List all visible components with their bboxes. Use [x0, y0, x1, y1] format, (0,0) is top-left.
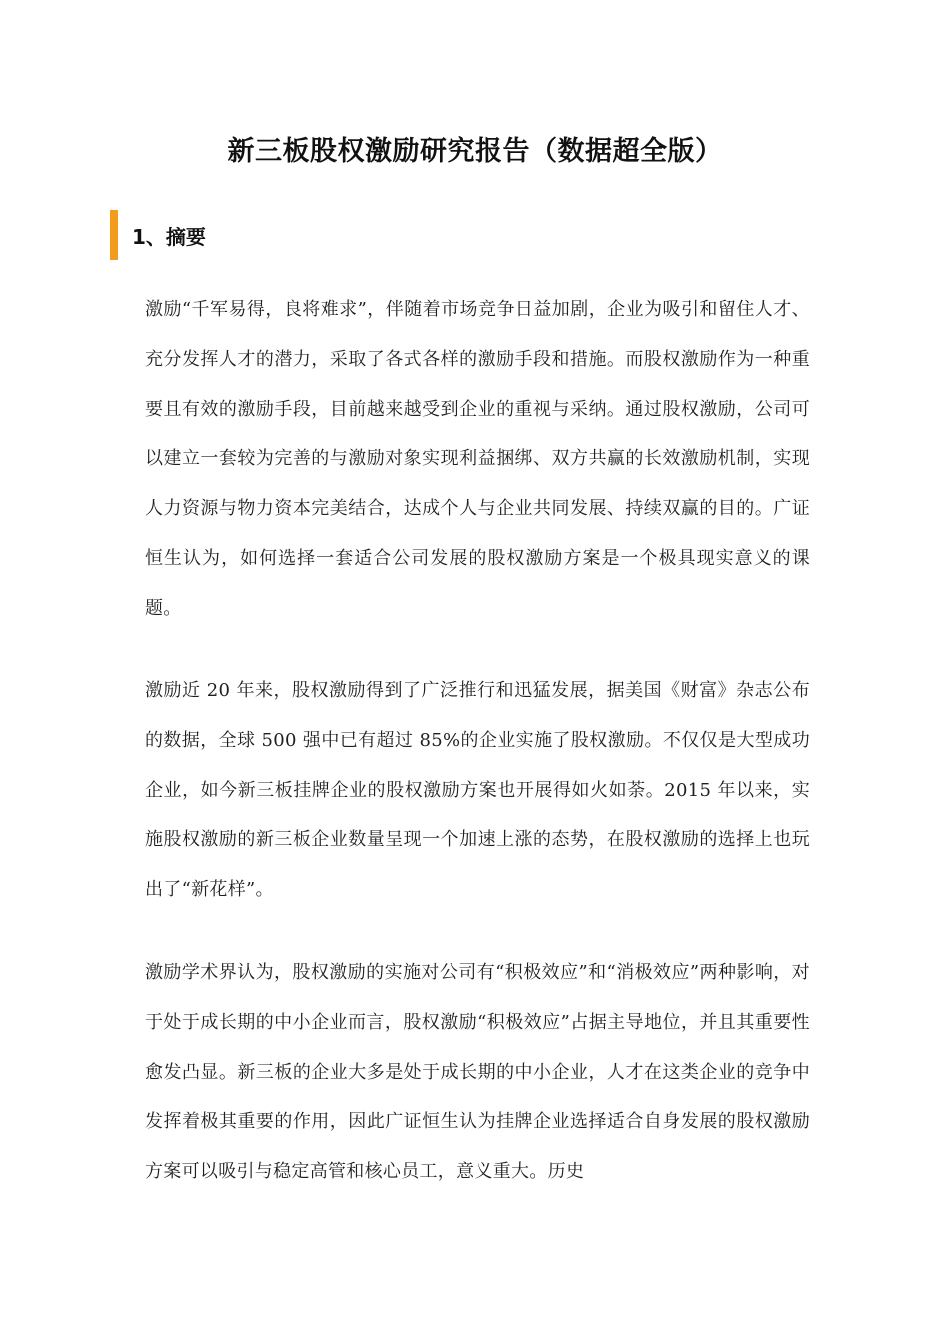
paragraph-2: 激励近 20 年来，股权激励得到了广泛推行和迅猛发展，据美国《财富》杂志公布的数据，全球 500 强中已有超过 85%的企业实施了股权激励。不仅仅是大型成功企业，如今新三板挂牌企业的股权激励方案也开展得如火如荼。2015 年以来，实施股权激励的新三板企业数量呈现一个加速上涨的态势，在股权激励的选择上也玩出了“新花样”。 [145, 680, 810, 901]
paragraph-3: 激励学术界认为，股权激励的实施对公司有“积极效应”和“消极效应”两种影响，对于处于成长期的中小企业而言，股权激励“积极效应”占据主导地位，并且其重要性愈发凸显。新三板的企业大多是处于成长期的中小企业，人才在这类企业的竞争中发挥着极其重要的作用，因此广证恒生认为挂牌企业选择适合自身发展的股权激励方案可以吸引与稳定高管和核心员工，意义重大。历史 [145, 962, 810, 1183]
section-heading-label: 1、摘要 [132, 224, 206, 249]
section-accent-bar [110, 210, 118, 260]
section-heading [110, 210, 206, 260]
document-title: 新三板股权激励研究报告（数据超全版） [227, 136, 723, 167]
paragraph-1: 激励“千军易得，良将难求”，伴随着市场竞争日益加剧，企业为吸引和留住人才、充分发挥人才的潜力，采取了各式各样的激励手段和措施。而股权激励作为一种重要且有效的激励手段，目前越来越受到企业的重视与采纳。通过股权激励，公司可以建立一套较为完善的与激励对象实现利益捆绑、双方共赢的长效激励机制，实现人力资源与物力资本完美结合，达成个人与企业共同发展、持续双赢的目的。广证恒生认为，如何选择一套适合公司发展的股权激励方案是一个极具现实意义的课题。 [145, 299, 810, 619]
